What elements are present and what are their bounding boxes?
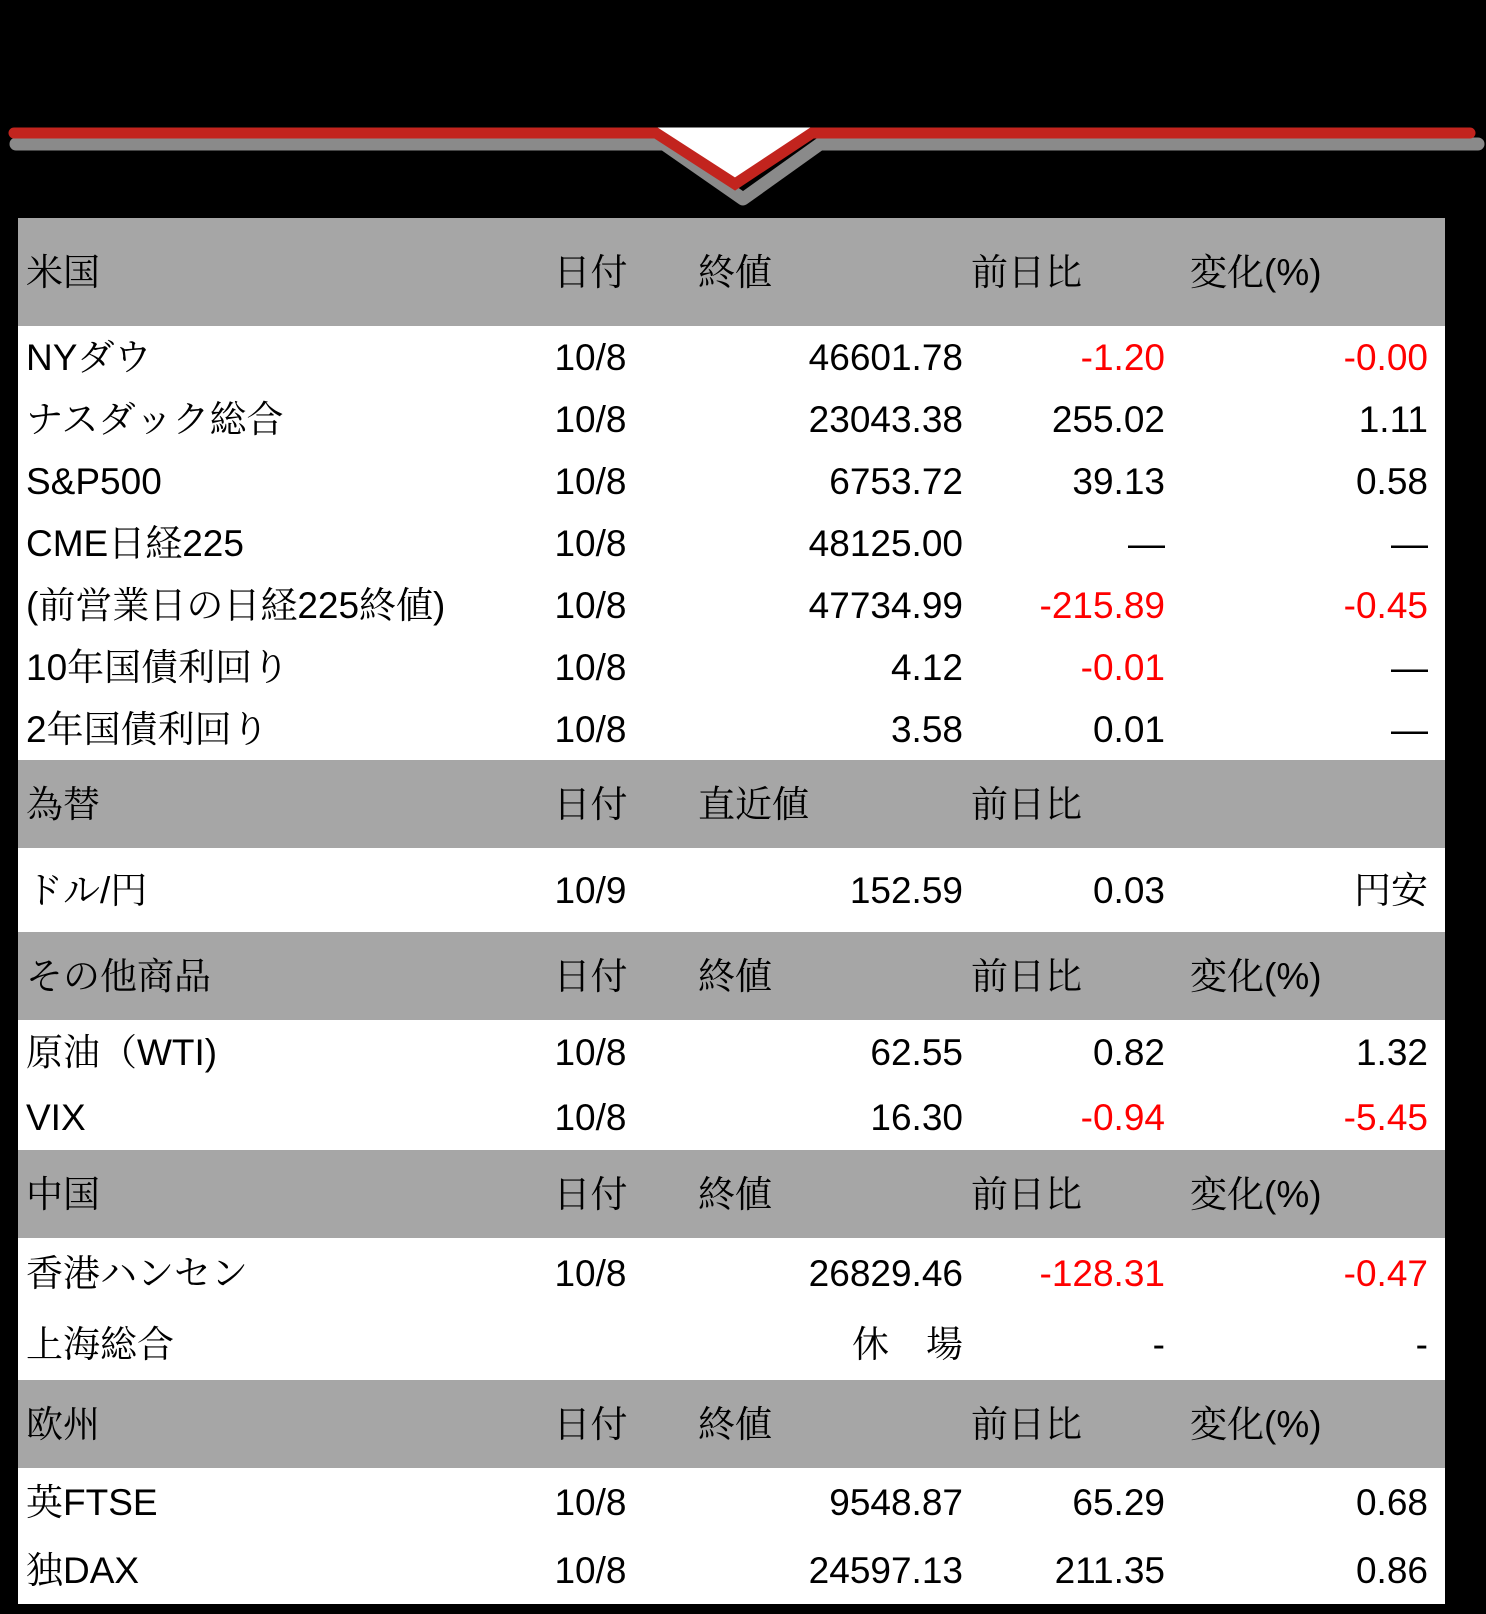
- close-cell: 4.12: [890, 646, 963, 688]
- date-cell: 10/8: [554, 1549, 627, 1591]
- col-header-date: 日付: [553, 251, 628, 293]
- instrument-name: ドル/円: [26, 869, 148, 911]
- col-header-pct: 変化(%): [1190, 251, 1322, 293]
- close-cell: 6753.72: [829, 460, 963, 502]
- row-uk-ftse: [18, 1468, 1445, 1536]
- instrument-name: (前営業日の日経225終値): [26, 584, 446, 626]
- change-cell: 0.01: [1092, 708, 1165, 750]
- col-header-close: 終値: [698, 955, 772, 997]
- section-title: 米国: [26, 251, 100, 293]
- change-cell: —: [1128, 522, 1165, 564]
- col-header-pct: 変化(%): [1190, 1173, 1322, 1215]
- instrument-name: 香港ハンセン: [26, 1253, 248, 1294]
- yen-direction-cell: 円安: [1354, 869, 1428, 911]
- row-cme-nikkei225: [18, 512, 1445, 574]
- col-header-close: 終値: [698, 1173, 772, 1215]
- row-germany-dax: [18, 1536, 1445, 1604]
- date-cell: 10/8: [554, 336, 627, 378]
- pct-cell: 0.58: [1355, 460, 1428, 502]
- close-cell: 46601.78: [808, 336, 963, 378]
- row-prev-nikkei225-close: [18, 574, 1445, 636]
- date-cell: 10/8: [554, 584, 627, 626]
- instrument-name: 10年国債利回り: [26, 646, 290, 688]
- row-usdjpy: [18, 848, 1445, 932]
- col-header-change: 前日比: [971, 783, 1082, 825]
- pct-cell: —: [1391, 708, 1428, 750]
- col-header-change: 前日比: [971, 1403, 1082, 1445]
- instrument-name: 独DAX: [26, 1549, 140, 1591]
- row-us10y-yield: [18, 636, 1445, 698]
- change-cell: 0.03: [1092, 869, 1165, 911]
- col-header-close: 直近値: [698, 783, 809, 825]
- date-cell: 10/8: [554, 522, 627, 564]
- pct-cell: 0.68: [1355, 1481, 1428, 1523]
- row-nasdaq: [18, 388, 1445, 450]
- close-cell: 152.59: [849, 869, 963, 911]
- section-header-europe: [18, 1380, 1445, 1468]
- close-cell: 24597.13: [808, 1549, 963, 1591]
- row-wti-crude: [18, 1020, 1445, 1085]
- date-cell: 10/8: [554, 1481, 627, 1523]
- date-cell: 10/8: [554, 708, 627, 750]
- col-header-date: 日付: [553, 783, 628, 825]
- col-header-date: 日付: [553, 1173, 628, 1215]
- close-cell: 16.30: [870, 1097, 963, 1138]
- close-cell: 23043.38: [808, 398, 963, 440]
- close-cell: 62.55: [870, 1032, 963, 1073]
- row-vix: [18, 1085, 1445, 1150]
- instrument-name: 上海総合: [26, 1324, 174, 1365]
- date-cell: 10/8: [554, 646, 627, 688]
- change-cell: 0.82: [1092, 1032, 1165, 1073]
- market-closed-cell: 休 場: [852, 1324, 963, 1365]
- close-cell: 3.58: [890, 708, 963, 750]
- col-header-date: 日付: [553, 955, 628, 997]
- col-header-pct: 変化(%): [1190, 955, 1322, 997]
- pct-cell: -0.00: [1343, 336, 1428, 378]
- date-cell: 10/8: [554, 398, 627, 440]
- date-cell: 10/8: [554, 1032, 627, 1073]
- col-header-close: 終値: [698, 251, 772, 293]
- change-cell: -1.20: [1080, 336, 1165, 378]
- instrument-name: S&P500: [26, 460, 162, 502]
- change-cell: -0.94: [1080, 1097, 1165, 1138]
- pct-cell: 1.11: [1358, 398, 1428, 440]
- instrument-name: 2年国債利回り: [26, 708, 269, 750]
- date-cell: 10/8: [554, 1097, 627, 1138]
- close-cell: 47734.99: [808, 584, 963, 626]
- instrument-name: 英FTSE: [26, 1481, 158, 1523]
- row-hang-seng: [18, 1238, 1445, 1309]
- row-ny-dow: [18, 326, 1445, 388]
- instrument-name: VIX: [26, 1097, 86, 1138]
- close-cell: 26829.46: [808, 1253, 963, 1294]
- col-header-change: 前日比: [971, 955, 1082, 997]
- date-cell: 10/8: [554, 1253, 627, 1294]
- row-sp500: [18, 450, 1445, 512]
- change-cell: -215.89: [1039, 584, 1165, 626]
- row-us2y-yield: [18, 698, 1445, 760]
- instrument-name: 原油（WTI): [26, 1032, 218, 1073]
- market-summary-table: [18, 218, 1445, 1604]
- pct-cell: —: [1391, 646, 1428, 688]
- section-header-fx: [18, 760, 1445, 848]
- change-cell: 211.35: [1054, 1549, 1165, 1591]
- col-header-pct: 変化(%): [1190, 1403, 1322, 1445]
- change-cell: 255.02: [1051, 398, 1165, 440]
- section-header-commodities: [18, 932, 1445, 1020]
- instrument-name: NYダウ: [26, 336, 152, 378]
- col-header-change: 前日比: [971, 251, 1082, 293]
- change-cell: -0.01: [1080, 646, 1165, 688]
- section-title: その他商品: [26, 955, 211, 997]
- row-shanghai-composite: [18, 1309, 1445, 1380]
- col-header-date: 日付: [553, 1403, 628, 1445]
- pct-cell: 1.32: [1355, 1032, 1428, 1073]
- pct-cell: -: [1415, 1324, 1428, 1365]
- close-cell: 9548.87: [829, 1481, 963, 1523]
- section-header-us: [18, 218, 1445, 326]
- pct-cell: 0.86: [1355, 1549, 1428, 1591]
- instrument-name: ナスダック総合: [26, 398, 284, 440]
- pct-cell: —: [1391, 522, 1428, 564]
- section-title: 為替: [26, 783, 100, 825]
- section-title: 中国: [26, 1173, 100, 1215]
- section-title: 欧州: [26, 1403, 100, 1445]
- divider-chevron: [0, 0, 1486, 210]
- date-cell: 10/9: [554, 869, 627, 911]
- col-header-close: 終値: [698, 1403, 772, 1445]
- pct-cell: -5.45: [1343, 1097, 1428, 1138]
- change-cell: 39.13: [1072, 460, 1165, 502]
- instrument-name: CME日経225: [26, 522, 244, 564]
- date-cell: 10/8: [554, 460, 627, 502]
- change-cell: -: [1152, 1324, 1165, 1365]
- section-header-china: [18, 1150, 1445, 1238]
- pct-cell: -0.47: [1343, 1253, 1428, 1294]
- close-cell: 48125.00: [808, 522, 963, 564]
- pct-cell: -0.45: [1343, 584, 1428, 626]
- change-cell: 65.29: [1072, 1481, 1165, 1523]
- col-header-change: 前日比: [971, 1173, 1082, 1215]
- change-cell: -128.31: [1039, 1253, 1165, 1294]
